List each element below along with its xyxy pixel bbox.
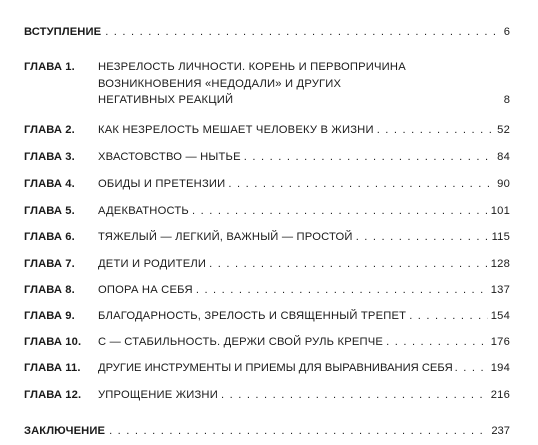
dot-leader (196, 283, 488, 297)
page-number: 128 (490, 258, 510, 270)
dot-leader (244, 150, 494, 164)
chapter-label: ГЛАВА 6. (24, 231, 75, 243)
page-number: 6 (503, 26, 510, 38)
chapter-title: ХВАСТОВСТВО — НЫТЬЕ (98, 151, 241, 163)
chapter-title: ОПОРА НА СЕБЯ (98, 284, 193, 296)
dot-leader (409, 309, 488, 323)
toc-entry-chapter-1[interactable] (24, 60, 510, 110)
page-number: 101 (490, 205, 510, 217)
chapter-title: С — СТАБИЛЬНОСТЬ. ДЕРЖИ СВОЙ РУЛЬ КРЕПЧЕ (98, 336, 384, 348)
dot-leader (209, 257, 488, 271)
chapter-label: ГЛАВА 11. (24, 362, 81, 374)
chapter-title: КАК НЕЗРЕЛОСТЬ МЕШАЕТ ЧЕЛОВЕКУ В ЖИЗНИ (98, 124, 374, 136)
chapter-label: ГЛАВА 7. (24, 258, 75, 270)
page-number: 8 (503, 94, 510, 106)
chapter-label: ГЛАВА 12. (24, 389, 82, 401)
chapter-title: ДРУГИЕ ИНСТРУМЕНТЫ И ПРИЕМЫ ДЛЯ ВЫРАВНИВАНИЯ СЕБЯ (98, 362, 453, 374)
chapter-title: БЛАГОДАРНОСТЬ, ЗРЕЛОСТЬ И СВЯЩЕННЫЙ ТРЕПЕТ (98, 310, 407, 322)
toc-entry-title: ЗАКЛЮЧЕНИЕ (24, 425, 106, 437)
dot-leader (221, 388, 488, 402)
chapter-label: ГЛАВА 1. (24, 61, 75, 73)
chapter-label: ГЛАВА 2. (24, 124, 75, 136)
toc-entry-title: ВСТУПЛЕНИЕ (24, 26, 102, 38)
dot-leader (228, 177, 494, 191)
dot-leader (455, 361, 489, 375)
page-number: 237 (491, 425, 510, 437)
page-number: 115 (491, 231, 510, 243)
chapter-title: УПРОЩЕНИЕ ЖИЗНИ (98, 389, 218, 401)
page-number: 52 (497, 124, 510, 136)
chapter-title: ОБИДЫ И ПРЕТЕНЗИИ (98, 178, 226, 190)
dot-leader (105, 25, 500, 39)
page-number: 137 (490, 284, 510, 296)
page-number: 84 (497, 151, 510, 163)
chapter-label: ГЛАВА 4. (24, 178, 75, 190)
dot-leader (377, 123, 494, 137)
chapter-title: ТЯЖЕЛЫЙ — ЛЕГКИЙ, ВАЖНЫЙ — ПРОСТОЙ (98, 231, 353, 243)
dot-leader (386, 335, 488, 349)
page-number: 194 (490, 362, 510, 374)
chapter-title-line: ВОЗНИКНОВЕНИЯ «НЕДОДАЛИ» И ДРУГИХ (98, 77, 342, 90)
chapter-title-line: НЕЗРЕЛОСТЬ ЛИЧНОСТИ. КОРЕНЬ И ПЕРВОПРИЧИНА (98, 61, 406, 73)
page-number: 176 (490, 336, 510, 348)
chapter-label: ГЛАВА 10. (24, 336, 82, 348)
dot-leader (356, 230, 489, 244)
chapter-title: АДЕКВАТНОСТЬ (98, 205, 189, 217)
dot-leader (109, 424, 487, 438)
page-number: 90 (497, 178, 510, 190)
page-number: 154 (490, 310, 510, 322)
chapter-title-text: НЕГАТИВНЫХ РЕАКЦИЙ (98, 94, 234, 106)
chapter-label: ГЛАВА 8. (24, 284, 75, 296)
chapter-label: ГЛАВА 5. (24, 205, 75, 217)
chapter-label: ГЛАВА 3. (24, 151, 75, 163)
chapter-title: ДЕТИ И РОДИТЕЛИ (98, 258, 207, 270)
dot-leader (192, 204, 488, 218)
chapter-label: ГЛАВА 9. (24, 310, 75, 322)
chapter-title-line-last (98, 93, 510, 110)
page-number: 216 (490, 389, 510, 401)
